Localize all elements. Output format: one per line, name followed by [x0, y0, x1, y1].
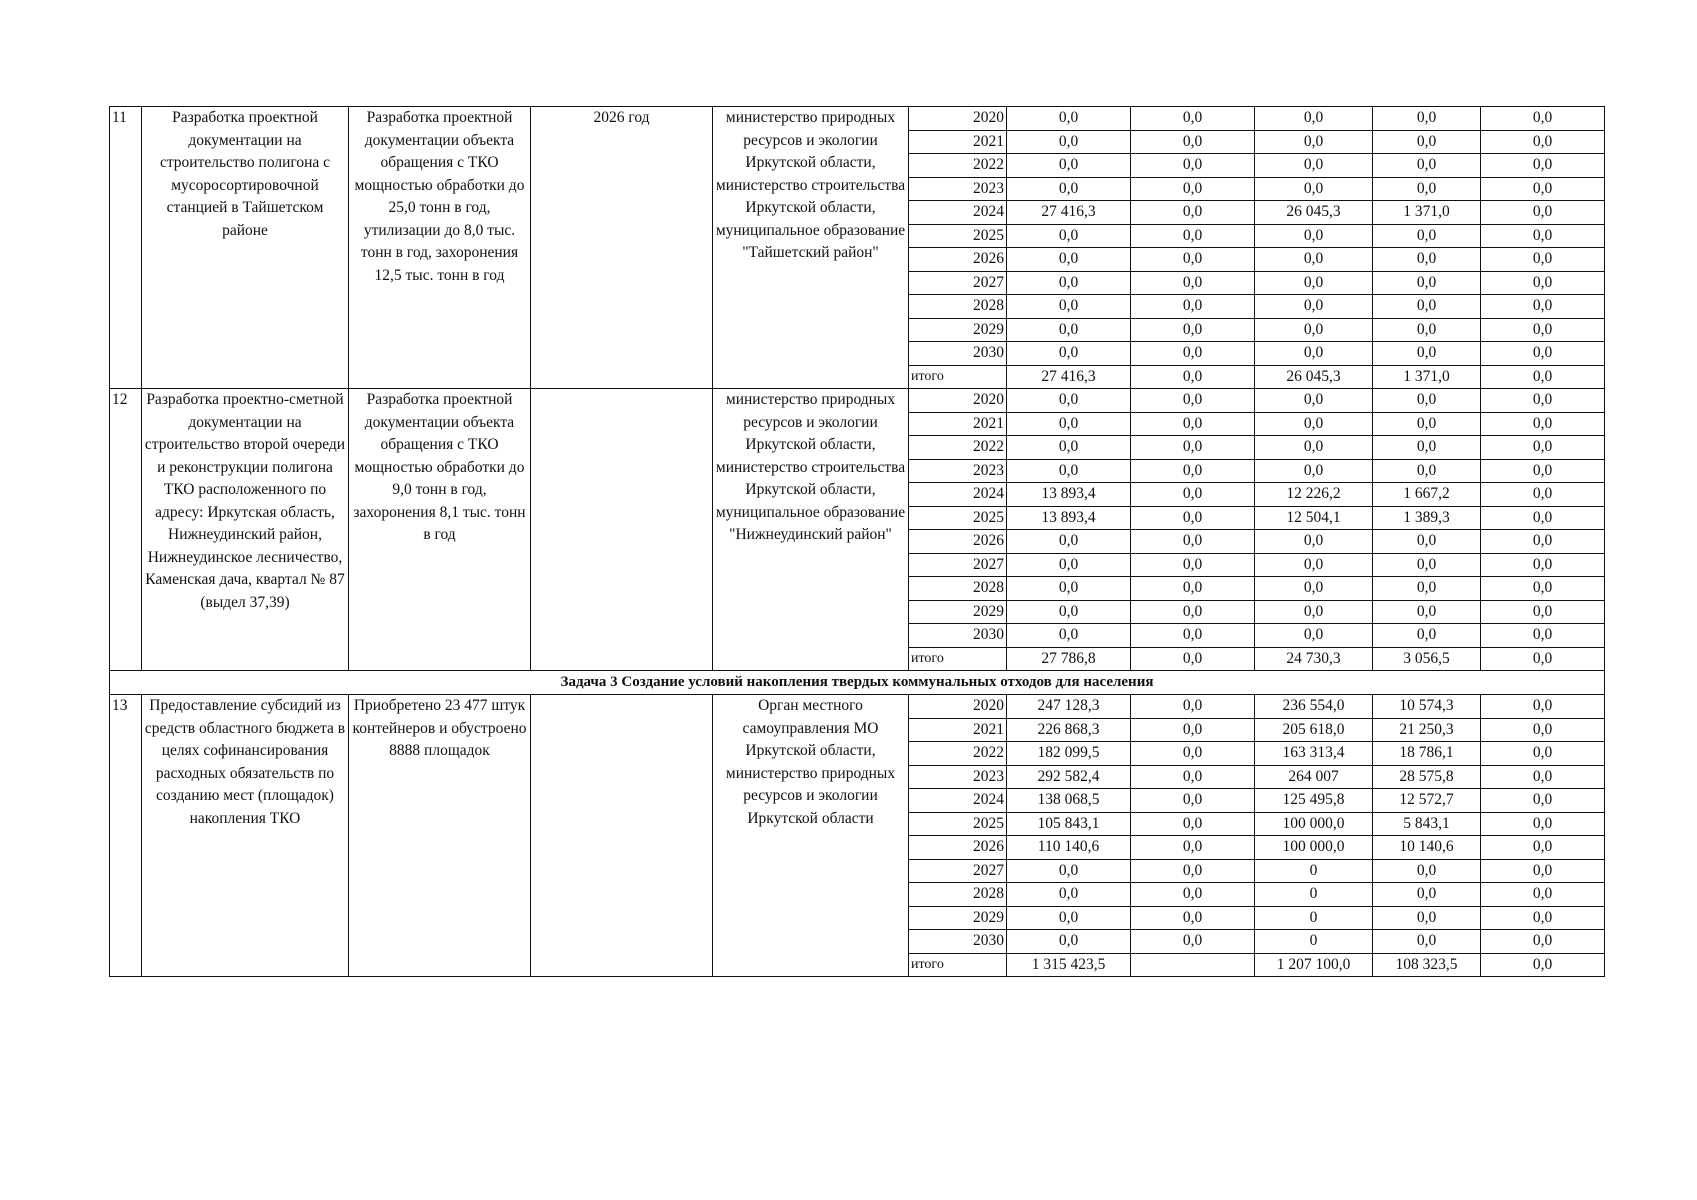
activity-executor: министерство природных ресурсов и экологии Иркутской области, министерство строительства Иркутской области, муниципальное образование "Нижнеудинский район"	[713, 389, 909, 671]
amount-cell: 0,0	[1131, 436, 1255, 460]
amount-cell: 0,0	[1131, 506, 1255, 530]
amount-cell: 0	[1255, 883, 1373, 907]
year-cell: 2030	[909, 930, 1007, 954]
amount-cell: 0,0	[1255, 271, 1373, 295]
year-cell: 2025	[909, 812, 1007, 836]
year-cell: 2021	[909, 130, 1007, 154]
amount-cell: 24 730,3	[1255, 647, 1373, 671]
year-cell: 2022	[909, 154, 1007, 178]
amount-cell: 163 313,4	[1255, 742, 1373, 766]
amount-cell: 0,0	[1007, 107, 1131, 131]
activity-executor: Орган местного самоуправления МО Иркутской области, министерство природных ресурсов и экологии Иркутской области	[713, 695, 909, 977]
amount-cell: 0,0	[1007, 318, 1131, 342]
amount-cell: 0,0	[1255, 530, 1373, 554]
amount-cell: 0,0	[1481, 154, 1605, 178]
amount-cell: 0,0	[1373, 577, 1481, 601]
amount-cell: 0,0	[1373, 436, 1481, 460]
amount-cell: 110 140,6	[1007, 836, 1131, 860]
amount-cell: 0,0	[1373, 342, 1481, 366]
amount-cell: 0,0	[1007, 577, 1131, 601]
amount-cell: 0,0	[1007, 130, 1131, 154]
amount-cell: 0,0	[1373, 248, 1481, 272]
year-cell: 2022	[909, 742, 1007, 766]
activity-number: 12	[110, 389, 142, 671]
amount-cell: 182 099,5	[1007, 742, 1131, 766]
table-row	[110, 389, 1605, 413]
amount-cell: 0,0	[1131, 154, 1255, 178]
amount-cell: 13 893,4	[1007, 506, 1131, 530]
activity-result: Разработка проектной документации объекта обращения с ТКО мощностью обработки до 25,0 тонн в год, утилизации до 8,0 тыс. тонн в год, захоронения 12,5 тыс. тонн в год	[349, 107, 531, 389]
year-cell: 2029	[909, 600, 1007, 624]
activity-number: 11	[110, 107, 142, 389]
year-cell: 2027	[909, 859, 1007, 883]
amount-cell	[1131, 953, 1255, 977]
amount-cell: 0,0	[1255, 154, 1373, 178]
amount-cell: 0,0	[1481, 248, 1605, 272]
amount-cell: 27 786,8	[1007, 647, 1131, 671]
amount-cell: 0,0	[1131, 647, 1255, 671]
amount-cell: 0,0	[1007, 412, 1131, 436]
amount-cell: 0,0	[1481, 695, 1605, 719]
amount-cell: 0,0	[1131, 459, 1255, 483]
amount-cell: 0,0	[1131, 883, 1255, 907]
task-title: Задача 3 Создание условий накопления твердых коммунальных отходов для населения	[110, 671, 1605, 695]
amount-cell: 0,0	[1007, 389, 1131, 413]
activity-name: Предоставление субсидий из средств областного бюджета в целях софинансирования расходных обязательств по созданию мест (площадок) накопления ТКО	[142, 695, 349, 977]
amount-cell: 0,0	[1481, 789, 1605, 813]
total-label: итого	[909, 365, 1007, 389]
amount-cell: 138 068,5	[1007, 789, 1131, 813]
amount-cell: 0,0	[1373, 883, 1481, 907]
amount-cell: 12 504,1	[1255, 506, 1373, 530]
amount-cell: 0,0	[1373, 412, 1481, 436]
amount-cell: 0,0	[1131, 177, 1255, 201]
amount-cell: 0,0	[1255, 553, 1373, 577]
amount-cell: 0,0	[1481, 107, 1605, 131]
amount-cell: 0,0	[1373, 177, 1481, 201]
activity-result: Приобретено 23 477 штук контейнеров и обустроено 8888 площадок	[349, 695, 531, 977]
total-label: итого	[909, 953, 1007, 977]
year-cell: 2029	[909, 906, 1007, 930]
amount-cell: 0,0	[1373, 930, 1481, 954]
amount-cell: 0,0	[1373, 107, 1481, 131]
amount-cell: 100 000,0	[1255, 836, 1373, 860]
amount-cell: 0,0	[1255, 224, 1373, 248]
amount-cell: 0,0	[1481, 483, 1605, 507]
amount-cell: 0,0	[1007, 883, 1131, 907]
amount-cell: 292 582,4	[1007, 765, 1131, 789]
amount-cell: 0,0	[1481, 647, 1605, 671]
amount-cell: 0,0	[1131, 342, 1255, 366]
amount-cell: 0,0	[1007, 600, 1131, 624]
amount-cell: 0,0	[1131, 859, 1255, 883]
amount-cell: 264 007	[1255, 765, 1373, 789]
amount-cell: 0,0	[1481, 318, 1605, 342]
activity-number: 13	[110, 695, 142, 977]
table-body	[110, 107, 1605, 977]
amount-cell: 0,0	[1481, 389, 1605, 413]
year-cell: 2027	[909, 553, 1007, 577]
amount-cell: 0,0	[1007, 459, 1131, 483]
amount-cell: 0,0	[1255, 177, 1373, 201]
amount-cell: 0,0	[1007, 271, 1131, 295]
amount-cell: 0,0	[1255, 600, 1373, 624]
amount-cell: 0,0	[1481, 883, 1605, 907]
amount-cell: 0,0	[1007, 154, 1131, 178]
year-cell: 2026	[909, 248, 1007, 272]
amount-cell: 10 140,6	[1373, 836, 1481, 860]
amount-cell: 0,0	[1481, 577, 1605, 601]
amount-cell: 0,0	[1373, 130, 1481, 154]
amount-cell: 0,0	[1131, 107, 1255, 131]
amount-cell: 27 416,3	[1007, 365, 1131, 389]
amount-cell: 0,0	[1131, 389, 1255, 413]
amount-cell: 13 893,4	[1007, 483, 1131, 507]
amount-cell: 0,0	[1255, 107, 1373, 131]
amount-cell: 1 371,0	[1373, 201, 1481, 225]
activity-name: Разработка проектной документации на строительство полигона с мусоросортировочной станцией в Тайшетском районе	[142, 107, 349, 389]
amount-cell: 0,0	[1373, 224, 1481, 248]
amount-cell: 0,0	[1007, 342, 1131, 366]
year-cell: 2024	[909, 201, 1007, 225]
amount-cell: 26 045,3	[1255, 201, 1373, 225]
amount-cell: 0,0	[1131, 530, 1255, 554]
amount-cell: 3 056,5	[1373, 647, 1481, 671]
amount-cell: 0,0	[1131, 271, 1255, 295]
amount-cell: 0,0	[1007, 177, 1131, 201]
amount-cell: 0,0	[1255, 624, 1373, 648]
amount-cell: 0,0	[1255, 459, 1373, 483]
activity-term: 2026 год	[531, 107, 713, 389]
amount-cell: 0,0	[1131, 201, 1255, 225]
year-cell: 2023	[909, 177, 1007, 201]
amount-cell: 0,0	[1131, 130, 1255, 154]
amount-cell: 0,0	[1481, 742, 1605, 766]
amount-cell: 0,0	[1131, 295, 1255, 319]
amount-cell: 0,0	[1131, 836, 1255, 860]
year-cell: 2020	[909, 107, 1007, 131]
amount-cell: 0,0	[1131, 224, 1255, 248]
amount-cell: 0,0	[1373, 600, 1481, 624]
year-cell: 2023	[909, 459, 1007, 483]
year-cell: 2024	[909, 789, 1007, 813]
amount-cell: 12 226,2	[1255, 483, 1373, 507]
amount-cell: 26 045,3	[1255, 365, 1373, 389]
activity-executor: министерство природных ресурсов и экологии Иркутской области, министерство строительства Иркутской области, муниципальное образование "Тайшетский район"	[713, 107, 909, 389]
amount-cell: 0,0	[1255, 577, 1373, 601]
amount-cell: 0,0	[1481, 859, 1605, 883]
amount-cell: 0,0	[1007, 248, 1131, 272]
amount-cell: 0,0	[1007, 295, 1131, 319]
amount-cell: 0,0	[1481, 436, 1605, 460]
year-cell: 2030	[909, 342, 1007, 366]
amount-cell: 0,0	[1007, 859, 1131, 883]
amount-cell: 0,0	[1481, 412, 1605, 436]
amount-cell: 0,0	[1481, 906, 1605, 930]
activity-term	[531, 695, 713, 977]
amount-cell: 0,0	[1007, 553, 1131, 577]
amount-cell: 0,0	[1481, 930, 1605, 954]
amount-cell: 0,0	[1373, 530, 1481, 554]
amount-cell: 0,0	[1255, 342, 1373, 366]
amount-cell: 1 371,0	[1373, 365, 1481, 389]
year-cell: 2025	[909, 506, 1007, 530]
amount-cell: 0,0	[1481, 342, 1605, 366]
year-cell: 2027	[909, 271, 1007, 295]
amount-cell: 0,0	[1131, 718, 1255, 742]
amount-cell: 0,0	[1131, 553, 1255, 577]
activity-term	[531, 389, 713, 671]
amount-cell: 0	[1255, 906, 1373, 930]
year-cell: 2022	[909, 436, 1007, 460]
amount-cell: 0,0	[1007, 906, 1131, 930]
amount-cell: 205 618,0	[1255, 718, 1373, 742]
amount-cell: 0,0	[1481, 600, 1605, 624]
amount-cell: 1 315 423,5	[1007, 953, 1131, 977]
amount-cell: 0,0	[1131, 248, 1255, 272]
amount-cell: 0,0	[1131, 695, 1255, 719]
amount-cell: 12 572,7	[1373, 789, 1481, 813]
amount-cell: 0,0	[1481, 201, 1605, 225]
amount-cell: 0,0	[1481, 953, 1605, 977]
amount-cell: 0,0	[1373, 154, 1481, 178]
amount-cell: 0,0	[1255, 130, 1373, 154]
year-cell: 2025	[909, 224, 1007, 248]
amount-cell: 5 843,1	[1373, 812, 1481, 836]
year-cell: 2023	[909, 765, 1007, 789]
year-cell: 2028	[909, 883, 1007, 907]
year-cell: 2020	[909, 695, 1007, 719]
amount-cell: 28 575,8	[1373, 765, 1481, 789]
year-cell: 2026	[909, 530, 1007, 554]
amount-cell: 0,0	[1131, 365, 1255, 389]
amount-cell: 0,0	[1373, 553, 1481, 577]
amount-cell: 0,0	[1481, 224, 1605, 248]
activity-name: Разработка проектно-сметной документации на строительство второй очереди и реконструкции полигона ТКО расположенного по адресу: Иркутская область, Нижнеудинский район, Нижнеудинское лесничество, Каменская дача, квартал № 87 (выдел 37,39)	[142, 389, 349, 671]
amount-cell: 105 843,1	[1007, 812, 1131, 836]
amount-cell: 0,0	[1007, 530, 1131, 554]
amount-cell: 0,0	[1131, 742, 1255, 766]
amount-cell: 0,0	[1007, 930, 1131, 954]
amount-cell: 0,0	[1373, 389, 1481, 413]
year-cell: 2029	[909, 318, 1007, 342]
year-cell: 2028	[909, 577, 1007, 601]
amount-cell: 247 128,3	[1007, 695, 1131, 719]
year-cell: 2020	[909, 389, 1007, 413]
amount-cell: 125 495,8	[1255, 789, 1373, 813]
amount-cell: 0,0	[1373, 624, 1481, 648]
year-cell: 2021	[909, 412, 1007, 436]
amount-cell: 0,0	[1481, 365, 1605, 389]
amount-cell: 0,0	[1255, 295, 1373, 319]
amount-cell: 0,0	[1255, 318, 1373, 342]
amount-cell: 0,0	[1255, 248, 1373, 272]
year-cell: 2030	[909, 624, 1007, 648]
amount-cell: 0,0	[1481, 271, 1605, 295]
year-cell: 2021	[909, 718, 1007, 742]
amount-cell: 100 000,0	[1255, 812, 1373, 836]
table-row	[110, 695, 1605, 719]
amount-cell: 0,0	[1481, 765, 1605, 789]
amount-cell: 27 416,3	[1007, 201, 1131, 225]
amount-cell: 0,0	[1481, 718, 1605, 742]
amount-cell: 0,0	[1481, 624, 1605, 648]
amount-cell: 0,0	[1131, 318, 1255, 342]
amount-cell: 0,0	[1481, 836, 1605, 860]
amount-cell: 0,0	[1373, 295, 1481, 319]
task-header-row	[110, 671, 1605, 695]
total-label: итого	[909, 647, 1007, 671]
amount-cell: 0,0	[1481, 506, 1605, 530]
amount-cell: 0,0	[1131, 412, 1255, 436]
amount-cell: 1 389,3	[1373, 506, 1481, 530]
amount-cell: 10 574,3	[1373, 695, 1481, 719]
amount-cell: 0,0	[1131, 789, 1255, 813]
year-cell: 2028	[909, 295, 1007, 319]
amount-cell: 0	[1255, 859, 1373, 883]
amount-cell: 0,0	[1131, 577, 1255, 601]
amount-cell: 0,0	[1373, 318, 1481, 342]
year-cell: 2024	[909, 483, 1007, 507]
amount-cell: 0,0	[1007, 436, 1131, 460]
amount-cell: 0,0	[1255, 389, 1373, 413]
amount-cell: 0,0	[1481, 530, 1605, 554]
amount-cell: 18 786,1	[1373, 742, 1481, 766]
table-row	[110, 107, 1605, 131]
amount-cell: 0,0	[1131, 812, 1255, 836]
amount-cell: 0,0	[1255, 412, 1373, 436]
amount-cell: 21 250,3	[1373, 718, 1481, 742]
amount-cell: 0,0	[1131, 483, 1255, 507]
amount-cell: 0,0	[1373, 271, 1481, 295]
amount-cell: 0,0	[1131, 624, 1255, 648]
amount-cell: 0,0	[1131, 930, 1255, 954]
amount-cell: 0,0	[1481, 177, 1605, 201]
amount-cell: 0,0	[1481, 812, 1605, 836]
year-cell: 2026	[909, 836, 1007, 860]
amount-cell: 236 554,0	[1255, 695, 1373, 719]
amount-cell: 1 667,2	[1373, 483, 1481, 507]
amount-cell: 0,0	[1131, 906, 1255, 930]
amount-cell: 0,0	[1007, 624, 1131, 648]
amount-cell: 0,0	[1481, 295, 1605, 319]
program-activities-table	[109, 106, 1605, 977]
amount-cell: 0	[1255, 930, 1373, 954]
amount-cell: 0,0	[1255, 436, 1373, 460]
amount-cell: 0,0	[1481, 130, 1605, 154]
amount-cell: 0,0	[1373, 459, 1481, 483]
amount-cell: 0,0	[1481, 553, 1605, 577]
amount-cell: 0,0	[1373, 859, 1481, 883]
amount-cell: 108 323,5	[1373, 953, 1481, 977]
amount-cell: 1 207 100,0	[1255, 953, 1373, 977]
amount-cell: 0,0	[1131, 600, 1255, 624]
amount-cell: 0,0	[1481, 459, 1605, 483]
amount-cell: 0,0	[1373, 906, 1481, 930]
amount-cell: 0,0	[1007, 224, 1131, 248]
activity-result: Разработка проектной документации объекта обращения с ТКО мощностью обработки до 9,0 тонн в год, захоронения 8,1 тыс. тонн в год	[349, 389, 531, 671]
amount-cell: 0,0	[1131, 765, 1255, 789]
amount-cell: 226 868,3	[1007, 718, 1131, 742]
